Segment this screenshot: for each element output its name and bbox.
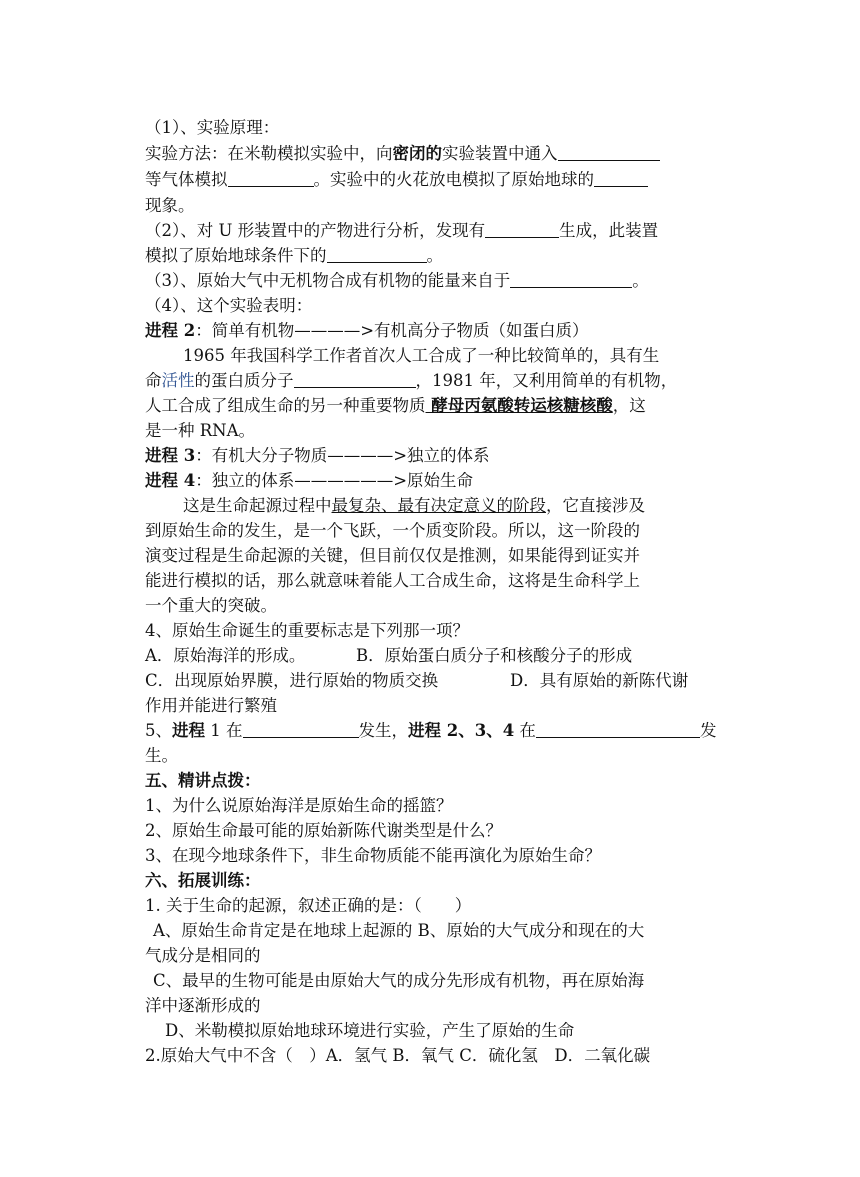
discussion-question [145, 794, 453, 818]
option-line [510, 669, 688, 693]
option-line [356, 644, 632, 668]
text-line [145, 994, 261, 1018]
section-heading [145, 869, 261, 893]
fill-blank[interactable] [294, 371, 416, 388]
option-line [153, 969, 644, 993]
text: 2.原始大气中不含（ ）A．氢气 B．氧气 C．硫化氢 D．二氧化碳 [145, 1046, 651, 1065]
text: 是一种 RNA。 [145, 421, 256, 440]
text: 实验装置中通入 [442, 144, 558, 163]
text-line [145, 694, 277, 718]
option-d[interactable]: D．具有原始的新陈代谢 [510, 671, 689, 690]
bold-text: 密闭的 [392, 144, 442, 163]
underlined-bold-text: 酵母丙氨酸转运核糖核酸 [425, 396, 613, 415]
text: 的蛋白质分子 [194, 371, 294, 390]
fill-blank[interactable] [243, 721, 359, 738]
text: 1965 年我国科学工作者首次人工合成了一种比较简单的，具有生 [183, 346, 660, 365]
text: 生。 [145, 746, 178, 765]
energy-source-line [145, 269, 649, 293]
process-label: 进程 [172, 721, 205, 740]
gas-simulation-line [145, 168, 648, 192]
text: （2）、对 U 形装置中的产物进行分析，发现有 [145, 221, 486, 240]
text-line [700, 719, 717, 743]
text: 六、拓展训练： [145, 871, 261, 890]
text: 在 [514, 721, 536, 740]
fill-blank[interactable] [485, 221, 559, 238]
protein-line [145, 369, 677, 393]
text: 。 [632, 271, 649, 290]
text: ，这 [612, 396, 646, 415]
process-4-line [145, 469, 473, 493]
text: 。 [426, 246, 443, 265]
text-line [145, 569, 640, 593]
text: 洋中逐渐形成的 [145, 996, 261, 1015]
experiment-method-line [145, 142, 660, 166]
text: 作用并能进行繁殖 [145, 696, 277, 715]
text: 等气体模拟 [145, 170, 228, 189]
process-3-line [145, 444, 490, 468]
fill-blank[interactable] [228, 170, 314, 187]
discussion-question [145, 844, 601, 868]
option-a[interactable]: A．原始海洋的形成。 [145, 646, 306, 665]
exercise-question [145, 1044, 650, 1068]
text: 3、在现今地球条件下，非生命物质能不能再演化为原始生命？ [145, 846, 601, 865]
text: 命 [145, 371, 162, 390]
text: 模拟了原始地球条件下的 [145, 246, 327, 265]
text: ，1981 年，又利用简单的有机物， [415, 371, 678, 390]
rna-line [145, 394, 646, 418]
text-line [145, 594, 277, 618]
fill-blank[interactable] [510, 271, 632, 288]
text: 1 在 [205, 721, 243, 740]
text: 发 [700, 721, 717, 740]
text: 实验方法：在米勒模拟实验中，向 [145, 144, 393, 163]
text-line [183, 344, 659, 368]
option-c[interactable]: C、最早的生物可能是由原始大气的成分先形成有机物，再在原始海 [153, 971, 645, 990]
text: ：有机大分子物质————>独立的体系 [195, 446, 490, 465]
option-b[interactable]: B．原始蛋白质分子和核酸分子的形成 [356, 646, 633, 665]
option-line [145, 669, 438, 693]
text-line [145, 944, 261, 968]
text: 生成，此装置 [559, 221, 659, 240]
text-line [145, 544, 640, 568]
text: ：简单有机物————>有机高分子物质（如蛋白质） [195, 321, 589, 340]
option-a[interactable]: A、原始生命肯定是在地球上起源的 B、原始的大气成分和现在的大 [153, 921, 645, 940]
u-device-line [145, 219, 658, 243]
option-line [165, 1019, 574, 1043]
underlined-text: 最复杂、最有决定意义的阶段 [331, 496, 546, 515]
text: 一个重大的突破。 [145, 596, 277, 615]
option-line [153, 919, 644, 943]
option-d[interactable]: D、米勒模拟原始地球环境进行实验，产生了原始的生命 [165, 1021, 575, 1040]
text: 。实验中的火花放电模拟了原始地球的 [313, 170, 594, 189]
option-line [145, 644, 305, 668]
text-line [145, 194, 195, 218]
process-2-line [145, 319, 589, 343]
text: 4、原始生命诞生的重要标志是下列那一项？ [145, 621, 469, 640]
text: ：独立的体系——————>原始生命 [195, 471, 474, 490]
text-line [145, 419, 255, 443]
text: 1. 关于生命的起源，叙述正确的是：（ ） [145, 896, 472, 915]
link-text[interactable]: 活性 [161, 371, 195, 390]
text: 人工合成了组成生命的另一种重要物质 [145, 396, 426, 415]
text: 五、精讲点拨： [145, 771, 261, 790]
fill-blank[interactable] [558, 144, 660, 161]
text: ，它直接涉及 [546, 496, 645, 515]
text: 发生， [358, 721, 408, 740]
text: 能进行模拟的话，那么就意味着能人工合成生命，这将是生命科学上 [145, 571, 640, 590]
fill-blank[interactable] [536, 721, 700, 738]
fill-blank[interactable] [594, 170, 648, 187]
discussion-question [145, 819, 502, 843]
text: 演变过程是生命起源的关键，但目前仅仅是推测，如果能得到证实并 [145, 546, 640, 565]
process-label: 进程 2、3、4 [408, 721, 515, 740]
text: 2、原始生命最可能的原始新陈代谢类型是什么？ [145, 821, 502, 840]
option-c[interactable]: C．出现原始界膜，进行原始的物质交换 [145, 671, 439, 690]
process-label: 进程 4 [145, 471, 196, 490]
text: （1）、实验原理： [145, 118, 280, 137]
experiment-principle-heading [145, 116, 279, 140]
text: 1、为什么说原始海洋是原始生命的摇篮？ [145, 796, 453, 815]
section-heading [145, 769, 261, 793]
text: 5、 [145, 721, 172, 740]
text: 这是生命起源过程中 [183, 496, 332, 515]
question-4 [145, 619, 469, 643]
text: （3）、原始大气中无机物合成有机物的能量来自于 [145, 271, 511, 290]
text: 现象。 [145, 196, 195, 215]
process-label: 进程 3 [145, 446, 196, 465]
text-line [145, 294, 312, 318]
text-line [145, 244, 443, 268]
text: 气成分是相同的 [145, 946, 261, 965]
text: （4）、这个实验表明： [145, 296, 313, 315]
text-line [145, 744, 178, 768]
fill-blank[interactable] [327, 246, 427, 263]
text-line [145, 519, 640, 543]
question-5 [145, 719, 700, 743]
text-line [183, 494, 645, 518]
exercise-question [145, 894, 471, 918]
text: 到原始生命的发生，是一个飞跃，一个质变阶段。所以，这一阶段的 [145, 521, 640, 540]
process-label: 进程 2 [145, 321, 196, 340]
